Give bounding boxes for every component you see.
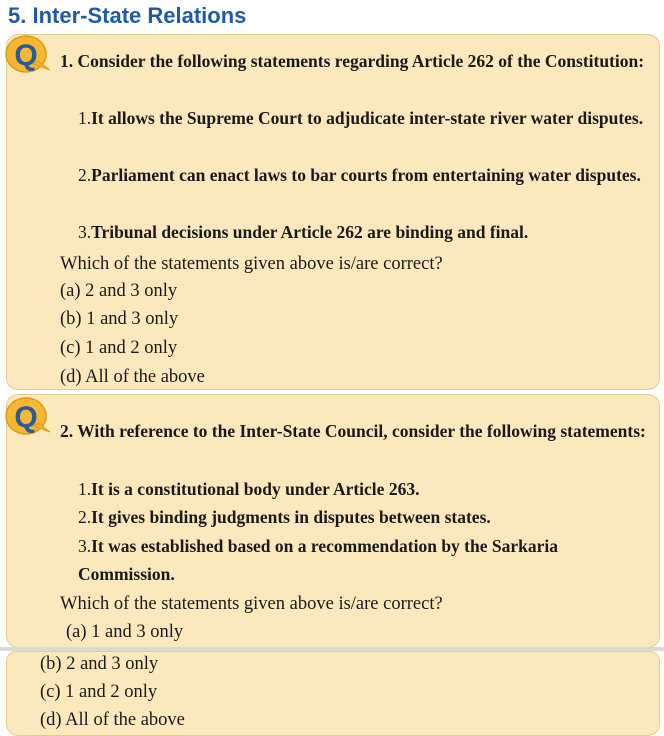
q-badge-icon (4, 34, 54, 74)
question-1-stem: 1. Consider the following statements regarding Article 262 of the Constitution: (60, 51, 645, 71)
statement-text: Parliament can enact laws to bar courts from entertaining water disputes. (91, 165, 641, 185)
option-b[interactable]: (b) 1 and 3 only (60, 309, 179, 329)
statement-number: 2. (78, 165, 92, 185)
q-badge-letter: Q (14, 401, 38, 434)
option-a[interactable]: (a) 2 and 3 only (60, 281, 178, 301)
option-d[interactable]: (d) All of the above (60, 367, 205, 387)
statement-number: 3. (78, 536, 92, 556)
section-title: 5. Inter-State Relations (8, 3, 247, 28)
option-c[interactable]: (c) 1 and 2 only (40, 682, 158, 702)
statement-text: It gives binding judgments in disputes between states. (91, 507, 491, 527)
question-2-prompt: Which of the statements given above is/are correct? (60, 594, 443, 614)
q-badge-letter: Q (14, 39, 38, 72)
statement-text: It is a constitutional body under Article 263. (91, 479, 420, 499)
q2-statement-3 (78, 532, 650, 588)
q1-statement-3 (78, 218, 650, 246)
statement-number: 1. (78, 479, 92, 499)
statement-text: Tribunal decisions under Article 262 are binding and final. (91, 222, 529, 242)
option-d[interactable]: (d) All of the above (40, 710, 185, 730)
q2-statement-1 (78, 475, 650, 503)
option-b[interactable]: (b) 2 and 3 only (40, 654, 159, 674)
statement-text: It was established based on a recommendation by the Sarkaria Commission. (78, 536, 558, 584)
question-1-prompt: Which of the statements given above is/are correct? (60, 254, 443, 274)
option-c[interactable]: (c) 1 and 2 only (60, 338, 178, 358)
statement-number: 1. (78, 108, 92, 128)
statement-text: It allows the Supreme Court to adjudicate inter-state river water disputes. (91, 108, 644, 128)
q2-statement-2 (78, 503, 650, 531)
statement-number: 2. (78, 507, 92, 527)
statement-number: 3. (78, 222, 92, 242)
question-2-stem: 2. With reference to the Inter-State Council, consider the following statements: (60, 421, 646, 441)
option-a[interactable]: (a) 1 and 3 only (66, 622, 184, 642)
q1-statement-2 (78, 161, 650, 189)
q1-statement-1 (78, 104, 650, 132)
q-badge-icon (4, 396, 54, 436)
